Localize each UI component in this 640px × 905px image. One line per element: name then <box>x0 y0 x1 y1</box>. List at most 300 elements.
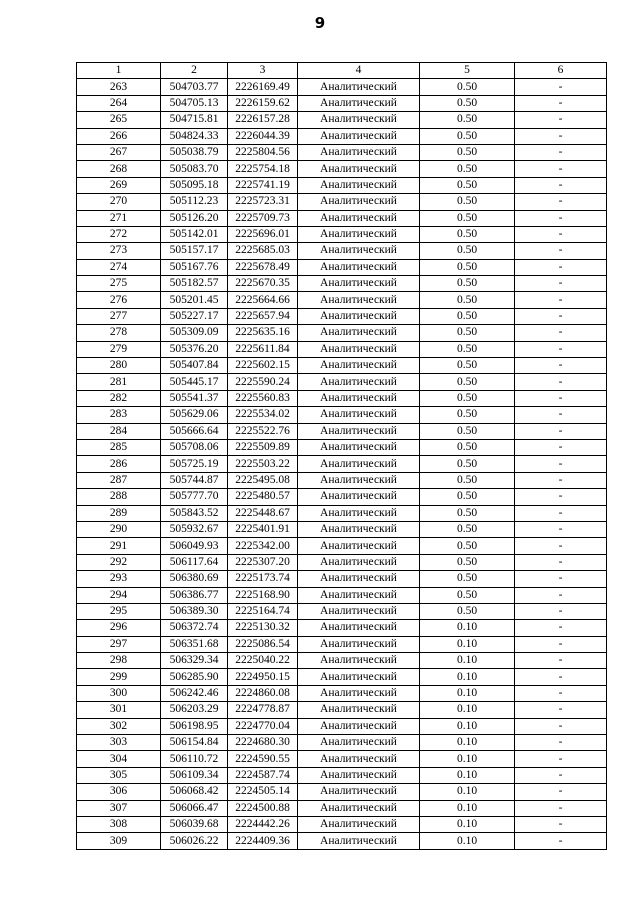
method-cell: Аналитический <box>298 554 420 570</box>
x-coordinate-cell: 505744.87 <box>161 472 228 488</box>
accuracy-cell: 0.50 <box>420 505 515 521</box>
method-cell: Аналитический <box>298 489 420 505</box>
table-row <box>77 669 607 685</box>
point-number-cell: 276 <box>77 292 161 308</box>
y-coordinate-cell: 2225307.20 <box>228 554 298 570</box>
table-row <box>77 325 607 341</box>
header-col-2: 2 <box>161 63 228 79</box>
accuracy-cell: 0.10 <box>420 751 515 767</box>
y-coordinate-cell: 2224505.14 <box>228 784 298 800</box>
point-number-cell: 277 <box>77 308 161 324</box>
point-number-cell: 305 <box>77 767 161 783</box>
table-row <box>77 374 607 390</box>
accuracy-cell: 0.50 <box>420 358 515 374</box>
table-row <box>77 603 607 619</box>
x-coordinate-cell: 506026.22 <box>161 833 228 849</box>
point-number-cell: 265 <box>77 112 161 128</box>
point-number-cell: 272 <box>77 226 161 242</box>
point-number-cell: 280 <box>77 358 161 374</box>
point-number-cell: 297 <box>77 636 161 652</box>
note-cell: - <box>515 685 607 701</box>
x-coordinate-cell: 505038.79 <box>161 144 228 160</box>
note-cell: - <box>515 489 607 505</box>
point-number-cell: 306 <box>77 784 161 800</box>
x-coordinate-cell: 505376.20 <box>161 341 228 357</box>
point-number-cell: 289 <box>77 505 161 521</box>
method-cell: Аналитический <box>298 177 420 193</box>
method-cell: Аналитический <box>298 751 420 767</box>
note-cell: - <box>515 95 607 111</box>
accuracy-cell: 0.50 <box>420 177 515 193</box>
method-cell: Аналитический <box>298 144 420 160</box>
method-cell: Аналитический <box>298 308 420 324</box>
y-coordinate-cell: 2225040.22 <box>228 653 298 669</box>
accuracy-cell: 0.10 <box>420 685 515 701</box>
point-number-cell: 307 <box>77 800 161 816</box>
note-cell: - <box>515 325 607 341</box>
accuracy-cell: 0.50 <box>420 374 515 390</box>
note-cell: - <box>515 177 607 193</box>
x-coordinate-cell: 505843.52 <box>161 505 228 521</box>
table-row <box>77 144 607 160</box>
y-coordinate-cell: 2225509.89 <box>228 439 298 455</box>
x-coordinate-cell: 506372.74 <box>161 620 228 636</box>
table-row <box>77 341 607 357</box>
method-cell: Аналитический <box>298 128 420 144</box>
point-number-cell: 263 <box>77 79 161 95</box>
point-number-cell: 282 <box>77 390 161 406</box>
y-coordinate-cell: 2225495.08 <box>228 472 298 488</box>
method-cell: Аналитический <box>298 833 420 849</box>
method-cell: Аналитический <box>298 669 420 685</box>
note-cell: - <box>515 112 607 128</box>
accuracy-cell: 0.50 <box>420 341 515 357</box>
table-row <box>77 702 607 718</box>
x-coordinate-cell: 505201.45 <box>161 292 228 308</box>
y-coordinate-cell: 2224590.55 <box>228 751 298 767</box>
point-number-cell: 269 <box>77 177 161 193</box>
accuracy-cell: 0.50 <box>420 571 515 587</box>
method-cell: Аналитический <box>298 194 420 210</box>
page-number: 9 <box>314 14 326 32</box>
accuracy-cell: 0.50 <box>420 112 515 128</box>
note-cell: - <box>515 128 607 144</box>
point-number-cell: 300 <box>77 685 161 701</box>
method-cell: Аналитический <box>298 571 420 587</box>
accuracy-cell: 0.50 <box>420 128 515 144</box>
table-row <box>77 800 607 816</box>
y-coordinate-cell: 2226157.28 <box>228 112 298 128</box>
y-coordinate-cell: 2225685.03 <box>228 243 298 259</box>
table-row <box>77 784 607 800</box>
note-cell: - <box>515 800 607 816</box>
method-cell: Аналитический <box>298 439 420 455</box>
method-cell: Аналитический <box>298 243 420 259</box>
note-cell: - <box>515 423 607 439</box>
note-cell: - <box>515 702 607 718</box>
method-cell: Аналитический <box>298 685 420 701</box>
y-coordinate-cell: 2225611.84 <box>228 341 298 357</box>
table-row <box>77 358 607 374</box>
note-cell: - <box>515 194 607 210</box>
accuracy-cell: 0.50 <box>420 210 515 226</box>
header-col-6: 6 <box>515 63 607 79</box>
accuracy-cell: 0.50 <box>420 521 515 537</box>
table-row <box>77 489 607 505</box>
accuracy-cell: 0.50 <box>420 489 515 505</box>
point-number-cell: 301 <box>77 702 161 718</box>
accuracy-cell: 0.50 <box>420 472 515 488</box>
point-number-cell: 285 <box>77 439 161 455</box>
accuracy-cell: 0.50 <box>420 79 515 95</box>
point-number-cell: 274 <box>77 259 161 275</box>
accuracy-cell: 0.10 <box>420 784 515 800</box>
accuracy-cell: 0.50 <box>420 95 515 111</box>
note-cell: - <box>515 226 607 242</box>
x-coordinate-cell: 505112.23 <box>161 194 228 210</box>
y-coordinate-cell: 2225522.76 <box>228 423 298 439</box>
x-coordinate-cell: 505666.64 <box>161 423 228 439</box>
y-coordinate-cell: 2225741.19 <box>228 177 298 193</box>
method-cell: Аналитический <box>298 210 420 226</box>
x-coordinate-cell: 504824.33 <box>161 128 228 144</box>
point-number-cell: 267 <box>77 144 161 160</box>
y-coordinate-cell: 2225602.15 <box>228 358 298 374</box>
note-cell: - <box>515 407 607 423</box>
x-coordinate-cell: 505725.19 <box>161 456 228 472</box>
y-coordinate-cell: 2225635.16 <box>228 325 298 341</box>
x-coordinate-cell: 506049.93 <box>161 538 228 554</box>
note-cell: - <box>515 390 607 406</box>
y-coordinate-cell: 2225164.74 <box>228 603 298 619</box>
table-row <box>77 407 607 423</box>
accuracy-cell: 0.10 <box>420 702 515 718</box>
point-number-cell: 290 <box>77 521 161 537</box>
note-cell: - <box>515 538 607 554</box>
point-number-cell: 292 <box>77 554 161 570</box>
note-cell: - <box>515 79 607 95</box>
x-coordinate-cell: 504705.13 <box>161 95 228 111</box>
note-cell: - <box>515 161 607 177</box>
x-coordinate-cell: 505182.57 <box>161 276 228 292</box>
x-coordinate-cell: 505095.18 <box>161 177 228 193</box>
x-coordinate-cell: 506110.72 <box>161 751 228 767</box>
y-coordinate-cell: 2225401.91 <box>228 521 298 537</box>
table-row <box>77 653 607 669</box>
accuracy-cell: 0.10 <box>420 718 515 734</box>
table-header-row <box>77 63 607 79</box>
y-coordinate-cell: 2226044.39 <box>228 128 298 144</box>
note-cell: - <box>515 521 607 537</box>
method-cell: Аналитический <box>298 374 420 390</box>
table-row <box>77 390 607 406</box>
accuracy-cell: 0.50 <box>420 423 515 439</box>
y-coordinate-cell: 2225086.54 <box>228 636 298 652</box>
note-cell: - <box>515 341 607 357</box>
x-coordinate-cell: 506242.46 <box>161 685 228 701</box>
accuracy-cell: 0.10 <box>420 620 515 636</box>
accuracy-cell: 0.50 <box>420 456 515 472</box>
y-coordinate-cell: 2225709.73 <box>228 210 298 226</box>
x-coordinate-cell: 505167.76 <box>161 259 228 275</box>
method-cell: Аналитический <box>298 505 420 521</box>
note-cell: - <box>515 276 607 292</box>
point-number-cell: 284 <box>77 423 161 439</box>
note-cell: - <box>515 718 607 734</box>
table-row <box>77 439 607 455</box>
accuracy-cell: 0.50 <box>420 243 515 259</box>
accuracy-cell: 0.50 <box>420 308 515 324</box>
accuracy-cell: 0.10 <box>420 653 515 669</box>
y-coordinate-cell: 2225678.49 <box>228 259 298 275</box>
method-cell: Аналитический <box>298 407 420 423</box>
point-number-cell: 268 <box>77 161 161 177</box>
method-cell: Аналитический <box>298 423 420 439</box>
method-cell: Аналитический <box>298 603 420 619</box>
y-coordinate-cell: 2225696.01 <box>228 226 298 242</box>
accuracy-cell: 0.50 <box>420 194 515 210</box>
accuracy-cell: 0.50 <box>420 226 515 242</box>
point-number-cell: 283 <box>77 407 161 423</box>
y-coordinate-cell: 2225670.35 <box>228 276 298 292</box>
y-coordinate-cell: 2225168.90 <box>228 587 298 603</box>
coordinates-table <box>76 62 607 850</box>
y-coordinate-cell: 2224778.87 <box>228 702 298 718</box>
y-coordinate-cell: 2225664.66 <box>228 292 298 308</box>
note-cell: - <box>515 620 607 636</box>
note-cell: - <box>515 735 607 751</box>
method-cell: Аналитический <box>298 620 420 636</box>
point-number-cell: 271 <box>77 210 161 226</box>
x-coordinate-cell: 505083.70 <box>161 161 228 177</box>
y-coordinate-cell: 2225590.24 <box>228 374 298 390</box>
method-cell: Аналитический <box>298 538 420 554</box>
note-cell: - <box>515 210 607 226</box>
point-number-cell: 298 <box>77 653 161 669</box>
note-cell: - <box>515 587 607 603</box>
note-cell: - <box>515 636 607 652</box>
table-row <box>77 767 607 783</box>
table-row <box>77 587 607 603</box>
table-row <box>77 538 607 554</box>
note-cell: - <box>515 816 607 832</box>
x-coordinate-cell: 506329.34 <box>161 653 228 669</box>
method-cell: Аналитический <box>298 587 420 603</box>
point-number-cell: 273 <box>77 243 161 259</box>
note-cell: - <box>515 374 607 390</box>
table-row <box>77 308 607 324</box>
accuracy-cell: 0.10 <box>420 669 515 685</box>
accuracy-cell: 0.50 <box>420 407 515 423</box>
method-cell: Аналитический <box>298 341 420 357</box>
note-cell: - <box>515 259 607 275</box>
note-cell: - <box>515 472 607 488</box>
accuracy-cell: 0.50 <box>420 538 515 554</box>
y-coordinate-cell: 2224587.74 <box>228 767 298 783</box>
header-col-3: 3 <box>228 63 298 79</box>
point-number-cell: 291 <box>77 538 161 554</box>
x-coordinate-cell: 505407.84 <box>161 358 228 374</box>
table-row <box>77 735 607 751</box>
x-coordinate-cell: 506198.95 <box>161 718 228 734</box>
method-cell: Аналитический <box>298 718 420 734</box>
point-number-cell: 303 <box>77 735 161 751</box>
point-number-cell: 279 <box>77 341 161 357</box>
y-coordinate-cell: 2225754.18 <box>228 161 298 177</box>
point-number-cell: 293 <box>77 571 161 587</box>
table-row <box>77 816 607 832</box>
x-coordinate-cell: 506389.30 <box>161 603 228 619</box>
method-cell: Аналитический <box>298 79 420 95</box>
table-row <box>77 472 607 488</box>
accuracy-cell: 0.50 <box>420 161 515 177</box>
accuracy-cell: 0.50 <box>420 276 515 292</box>
note-cell: - <box>515 784 607 800</box>
table-row <box>77 292 607 308</box>
point-number-cell: 299 <box>77 669 161 685</box>
x-coordinate-cell: 506117.64 <box>161 554 228 570</box>
accuracy-cell: 0.10 <box>420 833 515 849</box>
table-row <box>77 112 607 128</box>
table-row <box>77 521 607 537</box>
method-cell: Аналитический <box>298 800 420 816</box>
table-row <box>77 194 607 210</box>
x-coordinate-cell: 506203.29 <box>161 702 228 718</box>
y-coordinate-cell: 2224680.30 <box>228 735 298 751</box>
table-row <box>77 423 607 439</box>
accuracy-cell: 0.10 <box>420 735 515 751</box>
note-cell: - <box>515 144 607 160</box>
x-coordinate-cell: 505777.70 <box>161 489 228 505</box>
method-cell: Аналитический <box>298 161 420 177</box>
method-cell: Аналитический <box>298 112 420 128</box>
table-body <box>77 79 607 849</box>
point-number-cell: 308 <box>77 816 161 832</box>
method-cell: Аналитический <box>298 653 420 669</box>
table-row <box>77 554 607 570</box>
method-cell: Аналитический <box>298 735 420 751</box>
note-cell: - <box>515 456 607 472</box>
y-coordinate-cell: 2224950.15 <box>228 669 298 685</box>
x-coordinate-cell: 506154.84 <box>161 735 228 751</box>
x-coordinate-cell: 504703.77 <box>161 79 228 95</box>
x-coordinate-cell: 505708.06 <box>161 439 228 455</box>
table-row <box>77 751 607 767</box>
table-row <box>77 718 607 734</box>
table-row <box>77 276 607 292</box>
table-row <box>77 95 607 111</box>
method-cell: Аналитический <box>298 259 420 275</box>
x-coordinate-cell: 505126.20 <box>161 210 228 226</box>
table-row <box>77 685 607 701</box>
accuracy-cell: 0.50 <box>420 144 515 160</box>
note-cell: - <box>515 833 607 849</box>
y-coordinate-cell: 2225480.57 <box>228 489 298 505</box>
y-coordinate-cell: 2224770.04 <box>228 718 298 734</box>
y-coordinate-cell: 2225723.31 <box>228 194 298 210</box>
x-coordinate-cell: 506109.34 <box>161 767 228 783</box>
point-number-cell: 278 <box>77 325 161 341</box>
accuracy-cell: 0.50 <box>420 603 515 619</box>
method-cell: Аналитический <box>298 702 420 718</box>
point-number-cell: 296 <box>77 620 161 636</box>
point-number-cell: 287 <box>77 472 161 488</box>
note-cell: - <box>515 358 607 374</box>
accuracy-cell: 0.50 <box>420 554 515 570</box>
y-coordinate-cell: 2225342.00 <box>228 538 298 554</box>
x-coordinate-cell: 506068.42 <box>161 784 228 800</box>
method-cell: Аналитический <box>298 784 420 800</box>
y-coordinate-cell: 2224860.08 <box>228 685 298 701</box>
y-coordinate-cell: 2225560.83 <box>228 390 298 406</box>
x-coordinate-cell: 505445.17 <box>161 374 228 390</box>
y-coordinate-cell: 2224500.88 <box>228 800 298 816</box>
accuracy-cell: 0.10 <box>420 816 515 832</box>
accuracy-cell: 0.50 <box>420 292 515 308</box>
accuracy-cell: 0.50 <box>420 587 515 603</box>
y-coordinate-cell: 2225130.32 <box>228 620 298 636</box>
header-col-1: 1 <box>77 63 161 79</box>
table-row <box>77 636 607 652</box>
table-row <box>77 620 607 636</box>
note-cell: - <box>515 292 607 308</box>
note-cell: - <box>515 308 607 324</box>
x-coordinate-cell: 504715.81 <box>161 112 228 128</box>
point-number-cell: 294 <box>77 587 161 603</box>
x-coordinate-cell: 506285.90 <box>161 669 228 685</box>
x-coordinate-cell: 505142.01 <box>161 226 228 242</box>
note-cell: - <box>515 439 607 455</box>
accuracy-cell: 0.50 <box>420 390 515 406</box>
point-number-cell: 295 <box>77 603 161 619</box>
note-cell: - <box>515 669 607 685</box>
table-row <box>77 128 607 144</box>
x-coordinate-cell: 506386.77 <box>161 587 228 603</box>
x-coordinate-cell: 506039.68 <box>161 816 228 832</box>
method-cell: Аналитический <box>298 276 420 292</box>
note-cell: - <box>515 505 607 521</box>
accuracy-cell: 0.50 <box>420 439 515 455</box>
header-col-4: 4 <box>298 63 420 79</box>
point-number-cell: 270 <box>77 194 161 210</box>
method-cell: Аналитический <box>298 325 420 341</box>
y-coordinate-cell: 2225503.22 <box>228 456 298 472</box>
method-cell: Аналитический <box>298 456 420 472</box>
x-coordinate-cell: 505541.37 <box>161 390 228 406</box>
y-coordinate-cell: 2225173.74 <box>228 571 298 587</box>
method-cell: Аналитический <box>298 521 420 537</box>
x-coordinate-cell: 505629.06 <box>161 407 228 423</box>
x-coordinate-cell: 506066.47 <box>161 800 228 816</box>
method-cell: Аналитический <box>298 767 420 783</box>
accuracy-cell: 0.50 <box>420 325 515 341</box>
table-row <box>77 79 607 95</box>
table-row <box>77 161 607 177</box>
note-cell: - <box>515 653 607 669</box>
table-row <box>77 243 607 259</box>
note-cell: - <box>515 554 607 570</box>
point-number-cell: 275 <box>77 276 161 292</box>
x-coordinate-cell: 505157.17 <box>161 243 228 259</box>
table-row <box>77 833 607 849</box>
x-coordinate-cell: 505932.67 <box>161 521 228 537</box>
accuracy-cell: 0.10 <box>420 800 515 816</box>
table-row <box>77 226 607 242</box>
table-row <box>77 456 607 472</box>
method-cell: Аналитический <box>298 390 420 406</box>
y-coordinate-cell: 2224442.26 <box>228 816 298 832</box>
x-coordinate-cell: 506351.68 <box>161 636 228 652</box>
